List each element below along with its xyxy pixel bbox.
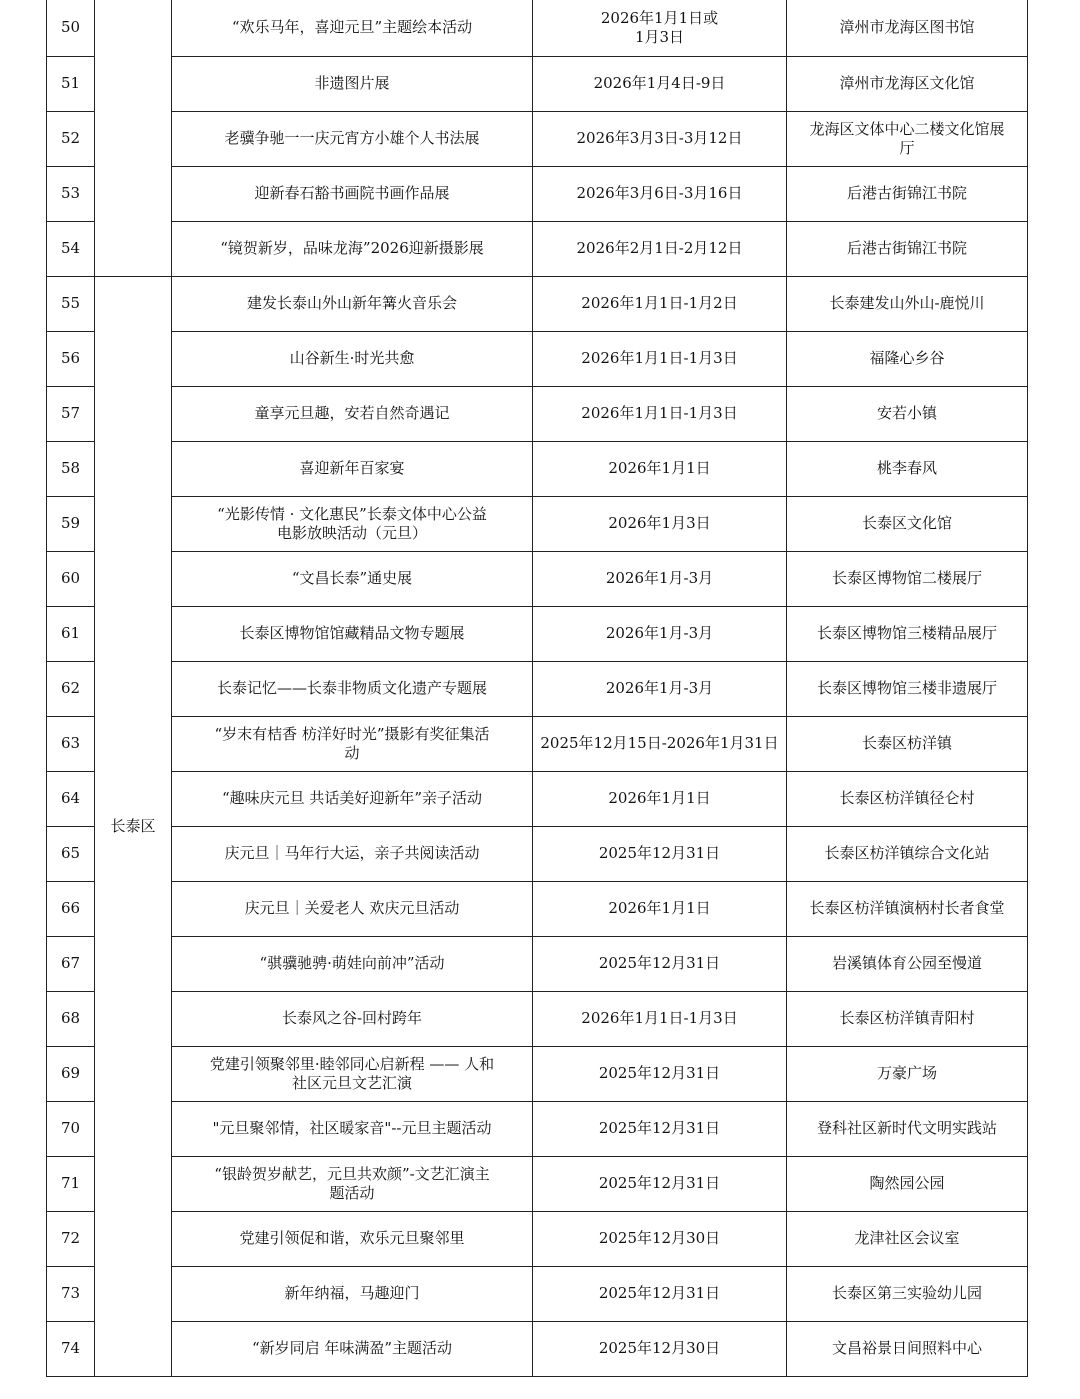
row-number-cell: 56 [47, 331, 95, 386]
event-name-cell: 庆元旦｜关爱老人 欢庆元旦活动 [172, 881, 533, 936]
table-row [47, 551, 1028, 606]
event-date-cell: 2026年1月1日-1月3日 [533, 991, 787, 1046]
table-row [47, 386, 1028, 441]
event-name-cell: “光影传情 · 文化惠民”长泰文体中心公益 电影放映活动（元旦） [172, 496, 533, 551]
table-row [47, 1211, 1028, 1266]
row-number-cell: 67 [47, 936, 95, 991]
row-number-cell: 61 [47, 606, 95, 661]
table-row [47, 56, 1028, 111]
event-venue-cell: 后港古街锦江书院 [787, 166, 1028, 221]
event-date-cell: 2026年1月1日或 1月3日 [533, 0, 787, 56]
table-row [47, 1101, 1028, 1156]
event-venue-cell: 岩溪镇体育公园至慢道 [787, 936, 1028, 991]
table-row [47, 826, 1028, 881]
row-number-cell: 63 [47, 716, 95, 771]
event-date-cell: 2025年12月31日 [533, 1266, 787, 1321]
event-date-cell: 2026年1月1日 [533, 881, 787, 936]
event-name-cell: 迎新春石豁书画院书画作品展 [172, 166, 533, 221]
event-date-cell: 2026年1月-3月 [533, 606, 787, 661]
event-date-cell: 2026年1月4日-9日 [533, 56, 787, 111]
event-venue-cell: 登科社区新时代文明实践站 [787, 1101, 1028, 1156]
event-date-cell: 2026年3月6日-3月16日 [533, 166, 787, 221]
event-date-cell: 2026年1月-3月 [533, 551, 787, 606]
event-venue-cell: 万豪广场 [787, 1046, 1028, 1101]
row-number-cell: 71 [47, 1156, 95, 1211]
event-venue-cell: 长泰区文化馆 [787, 496, 1028, 551]
event-date-cell: 2025年12月31日 [533, 826, 787, 881]
event-name-cell: 长泰记忆——长泰非物质文化遗产专题展 [172, 661, 533, 716]
district-cell: 长泰区 [95, 276, 172, 1376]
event-name-cell: “文昌长泰”通史展 [172, 551, 533, 606]
row-number-cell: 50 [47, 0, 95, 56]
event-venue-cell: 后港古街锦江书院 [787, 221, 1028, 276]
table-row [47, 1156, 1028, 1211]
event-date-cell: 2025年12月15日-2026年1月31日 [533, 716, 787, 771]
event-date-cell: 2025年12月31日 [533, 936, 787, 991]
event-name-cell: “趣味庆元旦 共话美好迎新年”亲子活动 [172, 771, 533, 826]
event-name-cell: “欢乐马年，喜迎元旦”主题绘本活动 [172, 0, 533, 56]
event-venue-cell: 龙津社区会议室 [787, 1211, 1028, 1266]
row-number-cell: 52 [47, 111, 95, 166]
row-number-cell: 73 [47, 1266, 95, 1321]
table-row [47, 166, 1028, 221]
event-date-cell: 2026年1月-3月 [533, 661, 787, 716]
event-name-cell: 山谷新生·时光共愈 [172, 331, 533, 386]
event-venue-cell: 长泰区枋洋镇径仑村 [787, 771, 1028, 826]
table-row [47, 276, 1028, 331]
table-row [47, 496, 1028, 551]
row-number-cell: 59 [47, 496, 95, 551]
table-row [47, 606, 1028, 661]
event-name-cell: 党建引领聚邻里·睦邻同心启新程 —— 人和 社区元旦文艺汇演 [172, 1046, 533, 1101]
event-date-cell: 2025年12月31日 [533, 1101, 787, 1156]
event-name-cell: 长泰区博物馆馆藏精品文物专题展 [172, 606, 533, 661]
table-row [47, 441, 1028, 496]
row-number-cell: 62 [47, 661, 95, 716]
event-venue-cell: 桃李春风 [787, 441, 1028, 496]
event-date-cell: 2026年1月1日 [533, 771, 787, 826]
event-date-cell: 2026年1月1日-1月3日 [533, 386, 787, 441]
district-cell-continued [95, 0, 172, 276]
row-number-cell: 70 [47, 1101, 95, 1156]
event-venue-cell: 长泰区第三实验幼儿园 [787, 1266, 1028, 1321]
table-row [47, 221, 1028, 276]
row-number-cell: 69 [47, 1046, 95, 1101]
event-venue-cell: 龙海区文体中心二楼文化馆展 厅 [787, 111, 1028, 166]
event-date-cell: 2026年1月1日-1月2日 [533, 276, 787, 331]
event-venue-cell: 文昌裕景日间照料中心 [787, 1321, 1028, 1376]
table-row [47, 1266, 1028, 1321]
event-venue-cell: 漳州市龙海区图书馆 [787, 0, 1028, 56]
event-name-cell: “镜贺新岁，品味龙海”2026迎新摄影展 [172, 221, 533, 276]
row-number-cell: 51 [47, 56, 95, 111]
event-venue-cell: 长泰区枋洋镇综合文化站 [787, 826, 1028, 881]
row-number-cell: 57 [47, 386, 95, 441]
event-name-cell: 童享元旦趣，安若自然奇遇记 [172, 386, 533, 441]
table-row [47, 881, 1028, 936]
events-table-body [47, 0, 1028, 1376]
row-number-cell: 64 [47, 771, 95, 826]
row-number-cell: 53 [47, 166, 95, 221]
event-venue-cell: 福隆心乡谷 [787, 331, 1028, 386]
event-venue-cell: 长泰区博物馆三楼精品展厅 [787, 606, 1028, 661]
events-table [46, 0, 1028, 1377]
event-name-cell: 庆元旦｜马年行大运，亲子共阅读活动 [172, 826, 533, 881]
table-row [47, 1046, 1028, 1101]
event-date-cell: 2026年2月1日-2月12日 [533, 221, 787, 276]
table-row [47, 661, 1028, 716]
row-number-cell: 58 [47, 441, 95, 496]
event-venue-cell: 漳州市龙海区文化馆 [787, 56, 1028, 111]
event-date-cell: 2025年12月30日 [533, 1211, 787, 1266]
event-name-cell: 长泰风之谷-回村跨年 [172, 991, 533, 1046]
table-row [47, 716, 1028, 771]
row-number-cell: 55 [47, 276, 95, 331]
event-venue-cell: 长泰区枋洋镇青阳村 [787, 991, 1028, 1046]
event-date-cell: 2026年3月3日-3月12日 [533, 111, 787, 166]
event-name-cell: “新岁同启 年味满盈”主题活动 [172, 1321, 533, 1376]
table-row [47, 991, 1028, 1046]
row-number-cell: 60 [47, 551, 95, 606]
event-venue-cell: 长泰区枋洋镇 [787, 716, 1028, 771]
event-name-cell: 老骥争驰一一庆元宵方小雄个人书法展 [172, 111, 533, 166]
event-name-cell: 非遗图片展 [172, 56, 533, 111]
event-name-cell: 党建引领促和谐，欢乐元旦聚邻里 [172, 1211, 533, 1266]
event-name-cell: “骐骥驰骋·萌娃向前冲”活动 [172, 936, 533, 991]
table-row [47, 1321, 1028, 1376]
table-row [47, 331, 1028, 386]
table-row [47, 0, 1028, 56]
event-name-cell: “银龄贺岁献艺，元旦共欢颜”-文艺汇演主 题活动 [172, 1156, 533, 1211]
row-number-cell: 54 [47, 221, 95, 276]
row-number-cell: 65 [47, 826, 95, 881]
event-venue-cell: 陶然园公园 [787, 1156, 1028, 1211]
table-row [47, 771, 1028, 826]
row-number-cell: 72 [47, 1211, 95, 1266]
row-number-cell: 68 [47, 991, 95, 1046]
event-venue-cell: 长泰区博物馆二楼展厅 [787, 551, 1028, 606]
event-date-cell: 2025年12月31日 [533, 1156, 787, 1211]
event-date-cell: 2025年12月31日 [533, 1046, 787, 1101]
event-venue-cell: 长泰区博物馆三楼非遗展厅 [787, 661, 1028, 716]
event-date-cell: 2025年12月30日 [533, 1321, 787, 1376]
event-name-cell: “岁末有桔香 枋洋好时光”摄影有奖征集活 动 [172, 716, 533, 771]
event-venue-cell: 长泰区枋洋镇演柄村长者食堂 [787, 881, 1028, 936]
event-name-cell: 建发长泰山外山新年篝火音乐会 [172, 276, 533, 331]
event-venue-cell: 长泰建发山外山-鹿悦川 [787, 276, 1028, 331]
table-row [47, 111, 1028, 166]
table-row [47, 936, 1028, 991]
row-number-cell: 74 [47, 1321, 95, 1376]
event-date-cell: 2026年1月1日-1月3日 [533, 331, 787, 386]
event-venue-cell: 安若小镇 [787, 386, 1028, 441]
row-number-cell: 66 [47, 881, 95, 936]
event-name-cell: "元旦聚邻情，社区暖家音"--元旦主题活动 [172, 1101, 533, 1156]
event-name-cell: 喜迎新年百家宴 [172, 441, 533, 496]
event-name-cell: 新年纳福，马趣迎门 [172, 1266, 533, 1321]
event-date-cell: 2026年1月3日 [533, 496, 787, 551]
event-date-cell: 2026年1月1日 [533, 441, 787, 496]
